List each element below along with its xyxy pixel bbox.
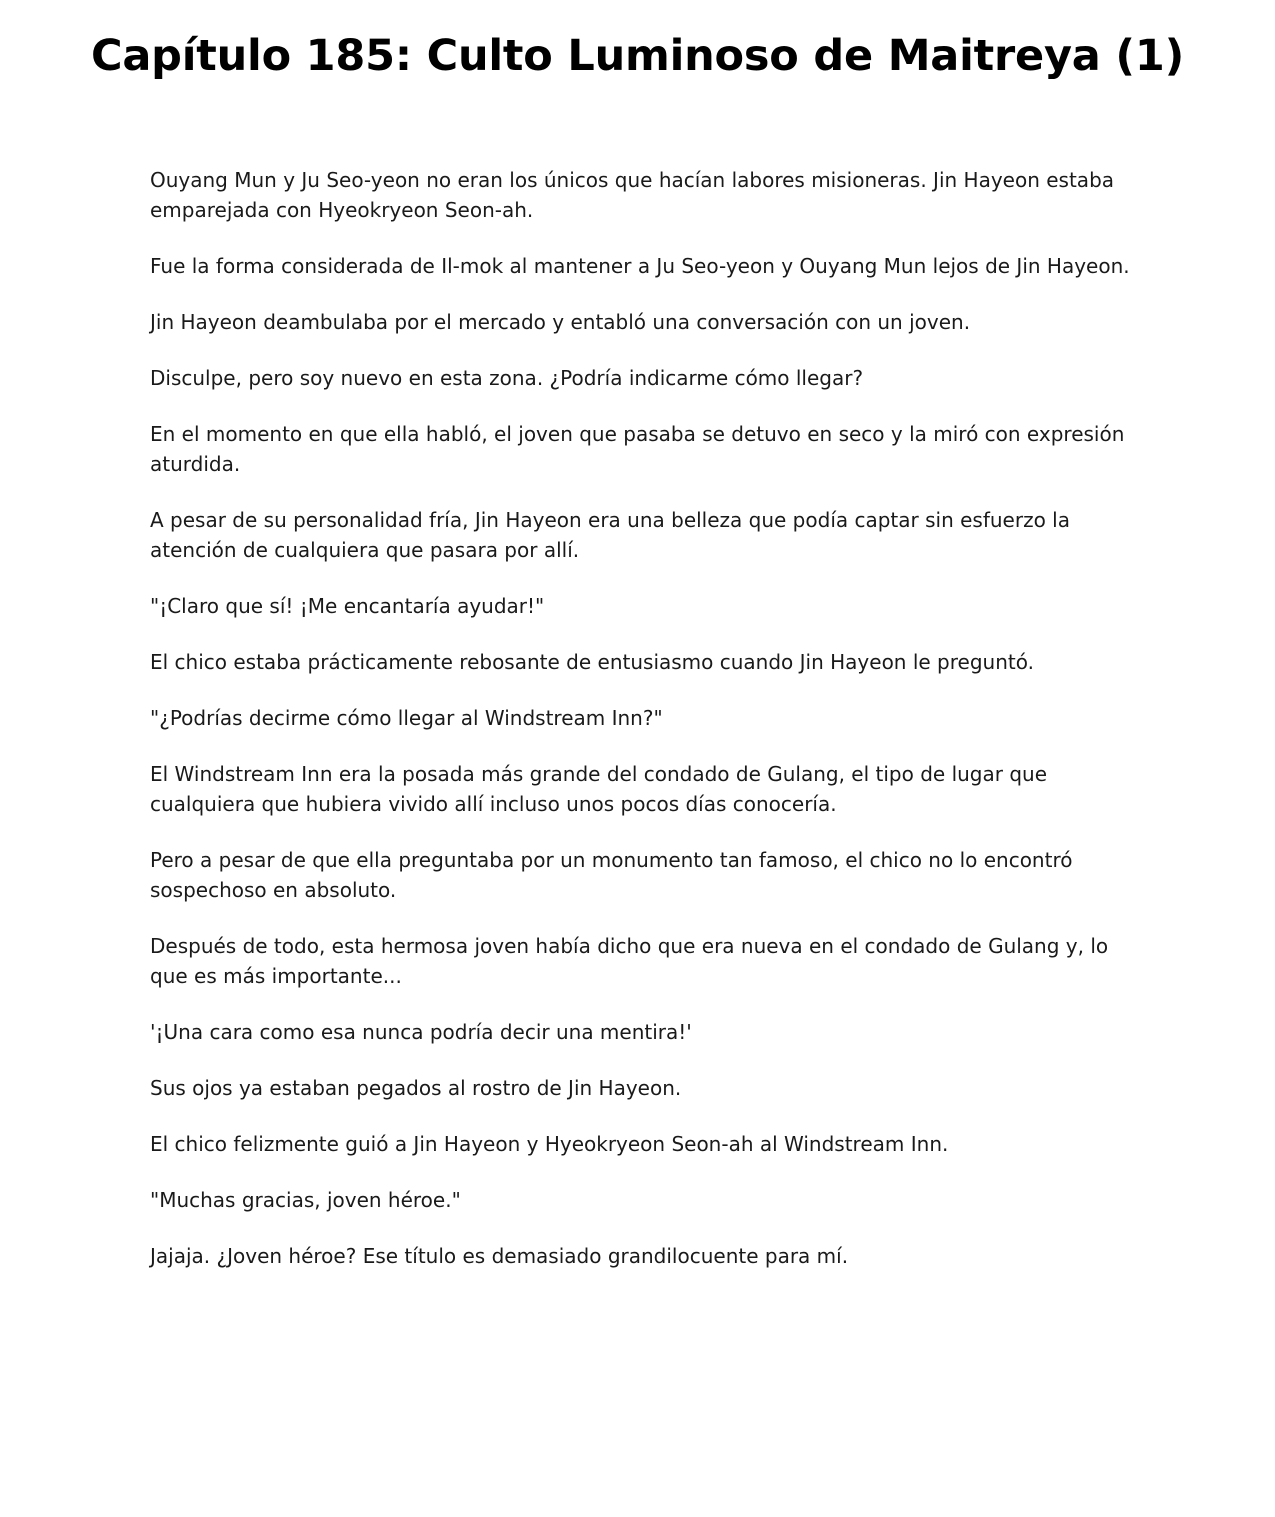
paragraph: Después de todo, esta hermosa joven había dicho que era nueva en el condado de Gulang y, lo que es más importante...: [150, 934, 1109, 988]
paragraph: Sus ojos ya estaban pegados al rostro de Jin Hayeon.: [150, 1076, 682, 1100]
chapter-title: Capítulo 185: Culto Luminoso de Maitreya (1): [90, 31, 1185, 81]
paragraph: Jin Hayeon deambulaba por el mercado y entabló una conversación con un joven.: [150, 310, 971, 334]
paragraph: Fue la forma considerada de Il-mok al mantener a Ju Seo-yeon y Ouyang Mun lejos de Jin Hayeon.: [150, 254, 1130, 278]
paragraph: Jajaja. ¿Joven héroe? Ese título es demasiado grandilocuente para mí.: [150, 1244, 849, 1268]
paragraph: '¡Una cara como esa nunca podría decir una mentira!': [150, 1020, 692, 1044]
paragraph: Ouyang Mun y Ju Seo-yeon no eran los únicos que hacían labores misioneras. Jin Hayeon estaba emparejada con Hyeokryeon Seon-ah.: [150, 168, 1115, 222]
paragraph: A pesar de su personalidad fría, Jin Hayeon era una belleza que podía captar sin esfuerzo la atención de cualquiera que pasara por allí.: [150, 508, 1070, 562]
paragraph: El chico estaba prácticamente rebosante de entusiasmo cuando Jin Hayeon le preguntó.: [150, 650, 1034, 674]
paragraph: Disculpe, pero soy nuevo en esta zona. ¿Podría indicarme cómo llegar?: [150, 366, 864, 390]
paragraph: "¡Claro que sí! ¡Me encantaría ayudar!": [150, 594, 545, 618]
paragraph: El Windstream Inn era la posada más grande del condado de Gulang, el tipo de lugar que cualquiera que hubiera vivido allí incluso unos pocos días conocería.: [150, 762, 1048, 816]
chapter-body: [150, 165, 1135, 1297]
paragraph: En el momento en que ella habló, el joven que pasaba se detuvo en seco y la miró con expresión aturdida.: [150, 422, 1125, 476]
paragraph: "Muchas gracias, joven héroe.": [150, 1188, 461, 1212]
paragraph: Pero a pesar de que ella preguntaba por un monumento tan famoso, el chico no lo encontró sospechoso en absoluto.: [150, 848, 1073, 902]
paragraph: "¿Podrías decirme cómo llegar al Windstream Inn?": [150, 706, 663, 730]
paragraph: El chico felizmente guió a Jin Hayeon y Hyeokryeon Seon-ah al Windstream Inn.: [150, 1132, 949, 1156]
